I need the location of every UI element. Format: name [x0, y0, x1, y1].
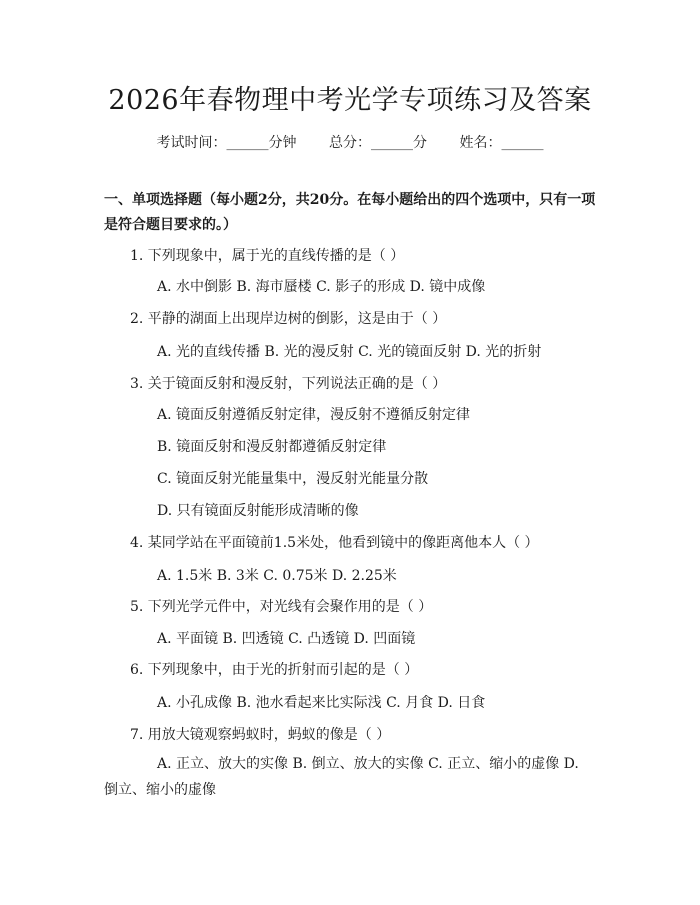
question-stem: 2. 平静的湖面上出现岸边树的倒影，这是由于（ ） — [130, 311, 447, 327]
question-option: B. 镜面反射和漫反射都遵循反射定律 — [157, 439, 387, 455]
question-stem: 4. 某同学站在平面镜前1.5米处，他看到镜中的像距离他本人（ ） — [130, 535, 539, 551]
question-option: C. 镜面反射光能量集中，漫反射光能量分散 — [157, 471, 429, 487]
question-stem: 7. 用放大镜观察蚂蚁时，蚂蚁的像是（ ） — [130, 727, 391, 743]
question-options: A. 1.5米 B. 3米 C. 0.75米 D. 2.25米 — [157, 568, 397, 584]
question-options: A. 平面镜 B. 凹透镜 C. 凸透镜 D. 凹面镜 — [157, 631, 416, 647]
question-options: A. 正立、放大的实像 B. 倒立、放大的实像 C. 正立、缩小的虚像 D. 倒立、缩小的虚像 — [104, 756, 579, 798]
question-option: D. 只有镜面反射能形成清晰的像 — [157, 503, 359, 519]
question-option: A. 镜面反射遵循反射定律，漫反射不遵循反射定律 — [157, 407, 471, 423]
question-stem: 3. 关于镜面反射和漫反射，下列说法正确的是（ ） — [130, 376, 447, 392]
student-name: 姓名：______ — [459, 135, 544, 151]
exam-time: 考试时间：______分钟 — [156, 135, 297, 151]
question-stem: 1. 下列现象中，属于光的直线传播的是（ ） — [130, 248, 405, 264]
exam-score: 总分：______分 — [329, 135, 427, 151]
question-stem: 5. 下列光学元件中，对光线有会聚作用的是（ ） — [130, 599, 433, 615]
question-options: A. 水中倒影 B. 海市蜃楼 C. 影子的形成 D. 镜中成像 — [157, 279, 486, 295]
question-stem: 6. 下列现象中，由于光的折射而引起的是（ ） — [130, 662, 419, 678]
question-options: A. 小孔成像 B. 池水看起来比实际浅 C. 月食 D. 日食 — [157, 695, 486, 711]
document-title: 2026年春物理中考光学专项练习及答案 — [108, 85, 592, 116]
exam-meta — [0, 132, 700, 152]
question-options: A. 光的直线传播 B. 光的漫反射 C. 光的镜面反射 D. 光的折射 — [157, 344, 542, 360]
section-heading: 一、单项选择题（每小题2分，共20分。在每小题给出的四个选项中，只有一项是符合题目要求的。） — [104, 192, 596, 233]
